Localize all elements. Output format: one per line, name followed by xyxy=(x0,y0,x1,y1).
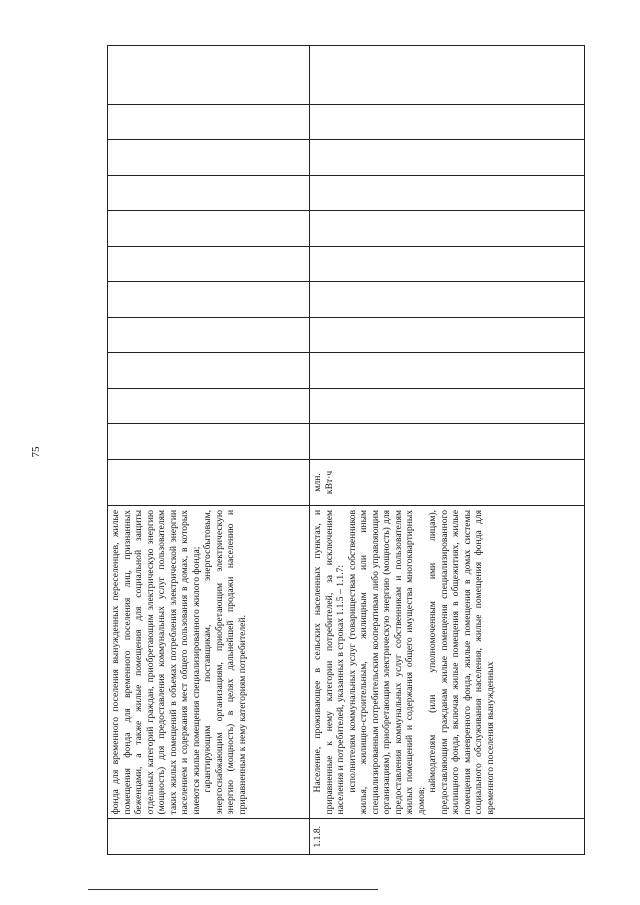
footer-rule xyxy=(88,889,378,890)
value-cell xyxy=(108,353,310,389)
row-description-cell xyxy=(108,505,310,819)
value-cell xyxy=(310,46,585,105)
value-cell xyxy=(310,388,585,424)
value-cell xyxy=(108,424,310,460)
page-number: 75 xyxy=(30,446,42,458)
value-cell xyxy=(310,282,585,318)
value-cell xyxy=(310,104,585,140)
description-paragraph: наймодателям (или уполномоченным ими лицам), предоставляющим гражданам жилые помещения специализированного жилищного фонда, включая жилые помещения в общежитиях, жилые помещения маневренного фонда, жилые помещения в домах системы социального обслуживания населения, жилые помещения фонда для временного поселения вынужденных xyxy=(427,509,496,815)
unit-cell xyxy=(108,459,310,505)
tariff-table xyxy=(107,45,585,855)
value-cell xyxy=(108,317,310,353)
value-cell xyxy=(108,104,310,140)
description-paragraph: Население, проживающее в сельских населенных пунктах, и приравненные к нему категории потребителей, за исключением населения и потребителей, указанных в строках 1.1.5 – 1.1.7: xyxy=(312,509,346,815)
value-cell xyxy=(310,246,585,282)
table-row xyxy=(310,46,585,855)
value-cell xyxy=(108,140,310,176)
value-cell xyxy=(108,388,310,424)
value-cell xyxy=(108,282,310,318)
rotated-table-container xyxy=(107,45,585,855)
description-paragraph: гарантирующим поставщикам, энергосбытовым, энергоснабжающим организациям, приобретающим электрическую энергию (мощность) в целях дальнейшей продажи населению и приравненным к нему категориям потребителей. xyxy=(202,509,248,815)
row-number-cell xyxy=(108,819,310,855)
value-cell xyxy=(108,246,310,282)
row-number-cell: 1.1.8. xyxy=(310,819,585,855)
value-cell xyxy=(310,211,585,247)
description-paragraph: фонда для временного поселения вынужденных переселенцев, жилые помещения фонда для временного поселения лиц, признанных беженцами, а также жилые помещения для социальной защиты отдельных категорий граждан, приобретающим электрическую энергию (мощность) для предоставления коммунальных услуг пользователям таких жилых помещений в объемах потребления электрической энергии населением и содержания мест общего пользования в домах, в которых имеются жилые помещения специализированного жилого фонда; xyxy=(110,509,202,815)
value-cell xyxy=(310,353,585,389)
value-cell xyxy=(108,46,310,105)
value-cell xyxy=(310,424,585,460)
table-row xyxy=(108,46,310,855)
value-cell xyxy=(310,140,585,176)
unit-cell: млн. кВт·ч xyxy=(310,459,585,505)
value-cell xyxy=(108,211,310,247)
value-cell xyxy=(310,317,585,353)
row-description-cell xyxy=(310,505,585,819)
value-cell xyxy=(108,175,310,211)
value-cell xyxy=(310,175,585,211)
description-paragraph: исполнителям коммунальных услуг (товариществам собственников жилья, жилищно-строительным, жилищным или иным специализированным потребительским кооперативам либо управляющим организациям), приобретающим электрическую энергию (мощность) для предоставления коммунальных услуг собственникам и пользователям жилых помещений и содержания общего имущества многоквартирных домов; xyxy=(346,509,427,815)
